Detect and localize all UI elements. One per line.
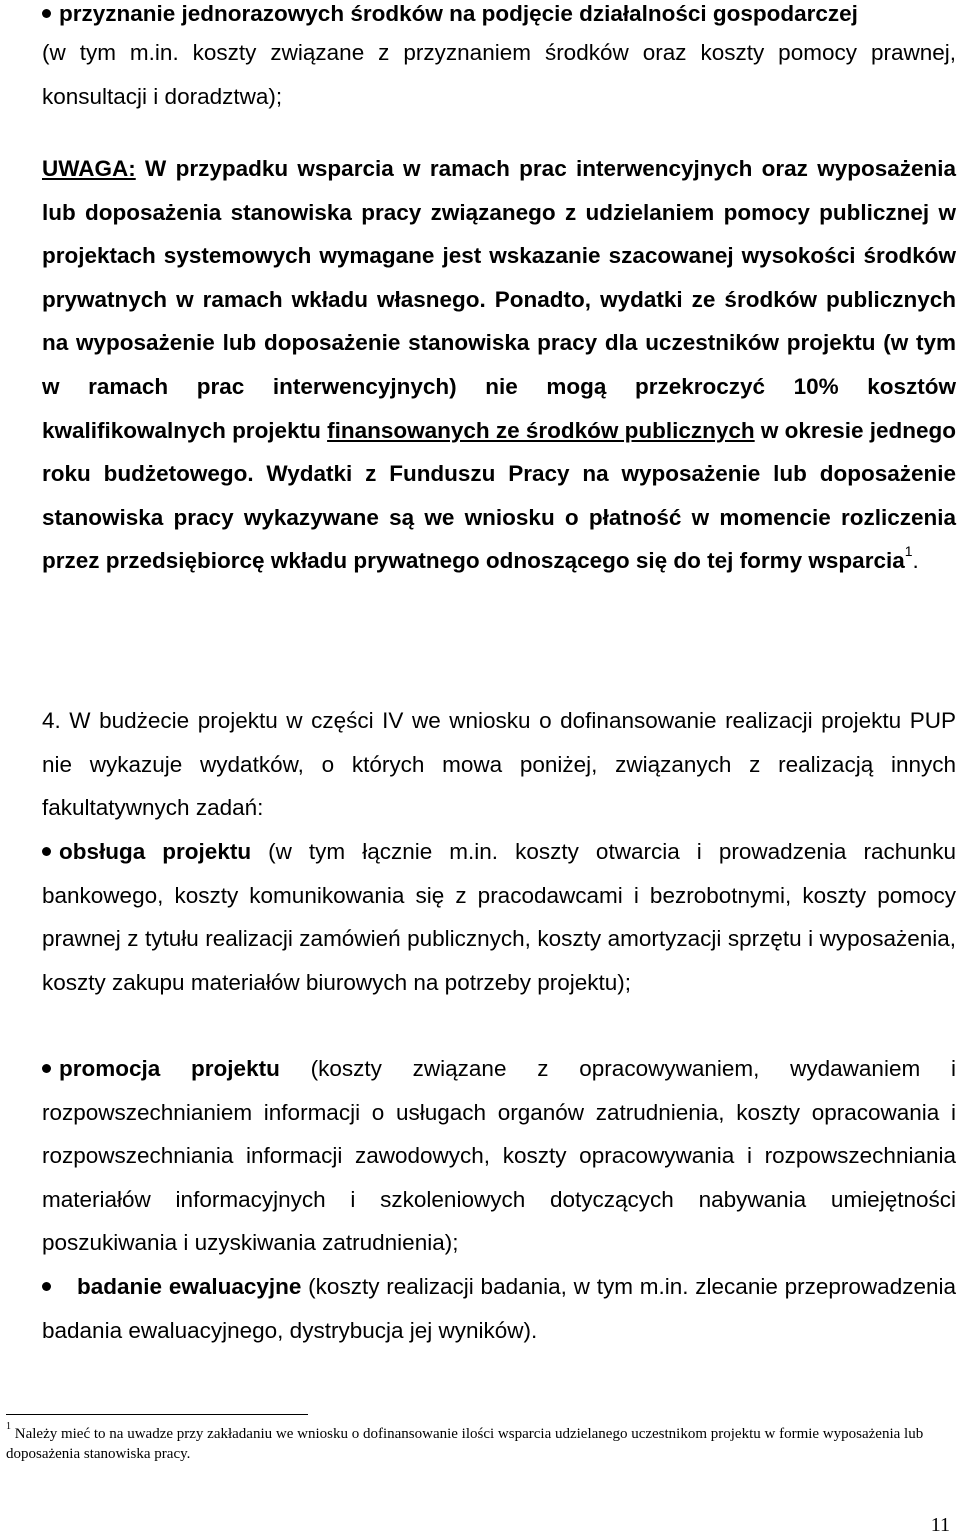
bullet-text: (koszty realizacji badania, w tym m.in. zlecanie przeprowadzenia badania ewaluacyjnego, dystrybucja jej wyników). [42,1274,956,1343]
bullet-text: (koszty związane z opracowywaniem, wydawaniem i rozpowszechnianiem informacji o usługach organów zatrudnienia, koszty opracowania i rozpowszechniania informacji zawodowych, koszty opracowywania i rozpowszechniania materiałów informacyjnych i szkoleniowych dotyczących nabywania umiejętności poszukiwania i uzyskiwania zatrudnienia); [42,1056,956,1256]
uwaga-text2: w okresie jednego roku budżetowego. Wydatki z Funduszu Pracy na wyposażenie lub doposażenie stanowiska pracy wykazywane są we wniosku o płatność w momencie rozliczenia przez przedsiębiorcę wkładu prywatnego odnoszącego się do tej formy wsparcia [42,417,956,574]
uwaga-label: UWAGA: [42,156,136,181]
bullet-icon [42,847,51,856]
uwaga-end: . [912,548,919,574]
section-4-text: 4. W budżecie projektu w części IV we wniosku o dofinansowanie realizacji projektu PUP nie wykazuje wydatków, o których mowa poniżej, związanych z realizacją innych fakultatywnych zadań: [42,708,956,821]
bullet-icon [42,1064,51,1073]
bullet-bold-label: promocja projektu [59,1056,280,1081]
bullet-text: (w tym łącznie m.in. koszty otwarcia i prowadzenia rachunku bankowego, koszty komunikowania się z pracodawcami i bezrobotnymi, koszty pomocy prawnej z tytułu realizacji zamówień publicznych, koszty amortyzacji sprzętu i wyposażenia, koszty zakupu materiałów biurowych na potrzeby projektu); [42,839,957,995]
bullet-icon [42,9,51,18]
uwaga-underlined-text: finansowanych ze środków publicznych [327,417,755,443]
bullet-bold-label: badanie ewaluacyjne [77,1274,302,1299]
bullet-icon [42,1282,51,1291]
uwaga-text: W przypadku wsparcia w ramach prac interwencyjnych oraz wyposażenia lub doposażenia stanowiska pracy związanego z udzielaniem pomocy publicznej w projektach systemowych wymagane jest wskazanie szacowanej wysokości środków prywatnych w ramach wkładu własnego. Ponadto, wydatki ze środków publicznych na wyposażenie lub doposażenie stanowiska pracy dla uczestników projektu (w tym w ramach prac interwencyjnych) nie mogą przekroczyć 10% kosztów kwalifikowalnych projektu [42,156,956,443]
bullet-item-obsluga [42,830,956,1004]
section-4-paragraph [42,699,956,830]
bullet-item-promocja [42,1047,956,1265]
footnote-text: Należy mieć to na uwadze przy zakładaniu we wniosku o dofinansowanie ilości wsparcia udzielanego uczestnikom projektu w formie wyposażenia lub doposażenia stanowiska pracy. [6,1426,924,1462]
bullet-bold-label: obsługa projektu [59,839,252,864]
bullet-item-badanie [42,1265,956,1352]
page-number: 11 [930,1514,950,1536]
footnote [6,1421,954,1464]
uwaga-paragraph [42,147,956,583]
footnote-reference: 1 [904,542,913,559]
footnote-separator [6,1414,308,1415]
bullet-rest-text: (w tym m.in. koszty związane z przyznaniem środków oraz koszty pomocy prawnej, konsultacji i doradztwa); [42,40,956,109]
bullet-continuation [42,31,956,118]
bullet-line1: przyznanie jednorazowych środków na podjęcie działalności gospodarczej [59,1,858,26]
footnote-number: 1 [6,1421,11,1432]
